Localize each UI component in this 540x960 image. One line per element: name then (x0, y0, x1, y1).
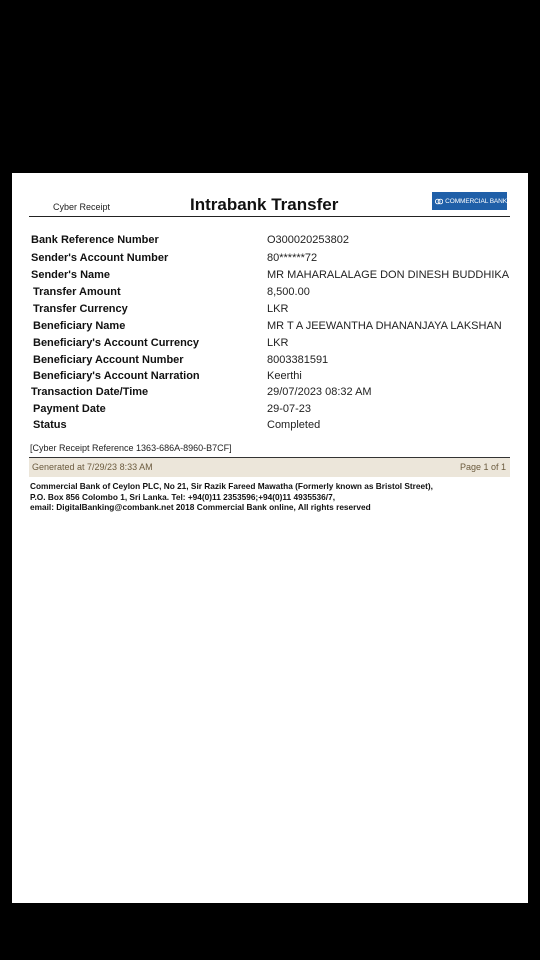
detail-row-beneficiary-account (31, 354, 511, 370)
detail-value: 29-07-23 (267, 403, 312, 415)
detail-value: 8003381591 (267, 354, 329, 366)
status-value: Completed (267, 419, 321, 431)
footer-line: Commercial Bank of Ceylon PLC, No 21, Sir Razik Fareed Mawatha (Formerly known as Bristol Street), (30, 481, 433, 491)
detail-label: Beneficiary's Account Narration (33, 370, 200, 382)
detail-row-bank-reference (31, 234, 511, 250)
bank-logo-icon (435, 197, 443, 206)
generated-timestamp: Generated at 7/29/23 8:33 AM (32, 462, 153, 472)
cyber-receipt-reference: [Cyber Receipt Reference 1363-686A-8960-B7CF] (30, 443, 232, 453)
detail-value: Keerthi (267, 370, 302, 382)
detail-row-beneficiary-narration (31, 370, 511, 386)
detail-value: 80******72 (267, 252, 318, 264)
detail-label: Beneficiary Name (33, 320, 126, 332)
detail-label: Bank Reference Number (31, 234, 159, 246)
detail-row-sender-name (31, 269, 511, 285)
detail-row-sender-account (31, 252, 511, 268)
detail-row-status (31, 419, 511, 435)
detail-label: Transfer Amount (33, 286, 121, 298)
receipt-page (12, 173, 528, 903)
header-divider (29, 216, 510, 217)
page-title: Intrabank Transfer (190, 195, 339, 214)
page-number: Page 1 of 1 (459, 462, 506, 472)
footer-line: email: DigitalBanking@combank.net 2018 Commercial Bank online, All rights reserved (30, 502, 371, 512)
detail-value: LKR (267, 337, 289, 349)
detail-label: Beneficiary's Account Currency (33, 337, 200, 349)
detail-label: Payment Date (33, 403, 106, 415)
detail-label: Transfer Currency (33, 303, 128, 315)
detail-value: MR T A JEEWANTHA DHANANJAYA LAKSHAN (267, 320, 502, 332)
detail-row-transaction-datetime (31, 386, 511, 402)
detail-label: Sender's Name (31, 269, 111, 281)
detail-label: Sender's Account Number (31, 252, 169, 264)
detail-label: Transaction Date/Time (31, 386, 149, 398)
detail-value: MR MAHARALALAGE DON DINESH BUDDHIKA (267, 269, 510, 281)
detail-row-beneficiary-currency (31, 337, 511, 353)
cyber-receipt-label: Cyber Receipt (53, 202, 111, 212)
detail-row-transfer-amount (31, 286, 511, 302)
bank-logo (432, 192, 507, 210)
detail-row-transfer-currency (31, 303, 511, 319)
detail-label: Status (33, 419, 67, 431)
detail-row-payment-date (31, 403, 511, 419)
footer-line: P.O. Box 856 Colombo 1, Sri Lanka. Tel: +94(0)11 2353596;+94(0)11 4935536/7, (30, 491, 336, 502)
detail-value: LKR (267, 303, 289, 315)
detail-value: 8,500.00 (267, 286, 310, 298)
bank-address-footer (30, 481, 510, 513)
detail-row-beneficiary-name (31, 320, 511, 336)
detail-value: 29/07/2023 08:32 AM (267, 386, 372, 398)
detail-value: O300020253802 (267, 234, 349, 246)
bank-logo-text: COMMERCIAL BANK (445, 197, 507, 205)
footer-bar (29, 457, 510, 477)
detail-label: Beneficiary Account Number (33, 354, 184, 366)
